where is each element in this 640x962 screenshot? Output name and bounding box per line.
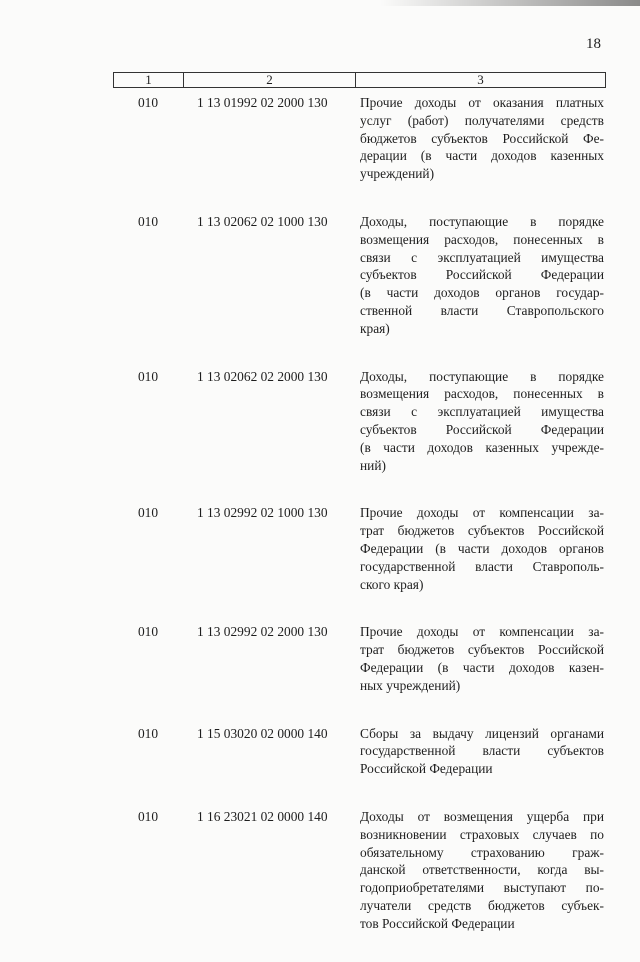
description-line: государственной власти субъектов	[360, 743, 604, 759]
admin-code: 010	[137, 95, 159, 110]
page-number: 18	[586, 36, 601, 52]
description-line: Доходы, поступающие в порядке	[360, 213, 604, 229]
budget-classification-code: 1 13 02992 02 2000 130	[197, 624, 328, 640]
description-line: возмещения расходов, понесенных в	[360, 386, 604, 402]
description-line: годоприобретателями выступают по-	[360, 880, 604, 896]
table-row	[113, 623, 606, 694]
admin-code: 010	[137, 213, 159, 229]
description-line: возмещения расходов, понесенных в	[360, 231, 604, 247]
budget-classification-code: 1 13 02062 02 1000 130	[197, 213, 328, 229]
description-line: Сборы за выдачу лицензий органами	[360, 725, 604, 741]
admin-code: 010	[137, 368, 159, 384]
description-line: дерации (в части доходов казенных	[360, 148, 604, 164]
admin-code: 010	[137, 808, 159, 824]
income-description	[360, 368, 604, 475]
description-line: Доходы от возмещения ущерба при	[360, 808, 604, 824]
description-line: обязательному страхованию граж-	[360, 844, 604, 860]
description-line: Прочие доходы от оказания платных	[360, 95, 604, 110]
description-line: ных учреждений)	[360, 677, 461, 693]
budget-classification-code: 1 13 02062 02 2000 130	[197, 368, 328, 384]
admin-code: 010	[137, 505, 159, 521]
description-line: ского края)	[360, 576, 424, 592]
income-description	[360, 808, 604, 933]
description-line: возникновении страховых случаев по	[360, 826, 604, 842]
description-line: данской ответственности, когда вы-	[360, 862, 604, 878]
table-row	[113, 368, 606, 475]
income-description	[360, 94, 604, 183]
description-line: Российской Федерации	[360, 761, 493, 777]
table-body	[113, 94, 606, 962]
budget-classification-code: 1 15 03020 02 0000 140	[197, 725, 328, 741]
table-row	[113, 808, 606, 933]
table-row	[113, 504, 606, 593]
description-line: (в части доходов казенных учрежде-	[360, 439, 604, 455]
description-line: (в части доходов органов государ-	[360, 285, 604, 301]
description-line: лучатели средств бюджетов субъек-	[360, 897, 604, 913]
income-description	[360, 504, 604, 593]
description-line: ственной власти Ставропольского	[360, 302, 604, 318]
description-line: тов Российской Федерации	[360, 915, 515, 931]
table-row	[113, 94, 606, 183]
income-description	[360, 623, 604, 694]
description-line: ний)	[360, 457, 386, 473]
description-line: Федерации (в части доходов органов	[360, 540, 604, 556]
table-row	[113, 725, 606, 778]
admin-code: 010	[137, 725, 159, 741]
header-col-1: 1	[114, 73, 184, 87]
description-line: бюджетов субъектов Российской Фе-	[360, 130, 604, 146]
budget-classification-code: 1 13 01992 02 2000 130	[197, 95, 328, 110]
description-line: Доходы, поступающие в порядке	[360, 368, 604, 384]
budget-classification-code: 1 16 23021 02 0000 140	[197, 808, 328, 824]
scan-edge-shadow	[380, 0, 640, 6]
description-line: связи с эксплуатацией имущества	[360, 404, 604, 420]
table-header	[113, 72, 606, 88]
header-col-3: 3	[477, 72, 484, 87]
description-line: услуг (работ) получателями средств	[360, 112, 604, 128]
description-line: края)	[360, 320, 390, 336]
admin-code: 010	[137, 624, 159, 640]
description-line: связи с эксплуатацией имущества	[360, 249, 604, 265]
description-line: Федерации (в части доходов казен-	[360, 659, 604, 675]
description-line: государственной власти Ставрополь-	[360, 558, 604, 574]
description-line: субъектов Российской Федерации	[360, 421, 604, 437]
table-row	[113, 213, 606, 338]
income-description	[360, 213, 604, 338]
description-line: трат бюджетов субъектов Российской	[360, 642, 604, 658]
description-line: трат бюджетов субъектов Российской	[360, 523, 604, 539]
header-col-2: 2	[184, 73, 356, 87]
description-line: субъектов Российской Федерации	[360, 267, 604, 283]
budget-classification-code: 1 13 02992 02 1000 130	[197, 505, 328, 521]
income-description	[360, 725, 604, 778]
description-line: учреждений)	[360, 166, 435, 182]
description-line: Прочие доходы от компенсации за-	[360, 505, 604, 521]
description-line: Прочие доходы от компенсации за-	[360, 624, 604, 640]
